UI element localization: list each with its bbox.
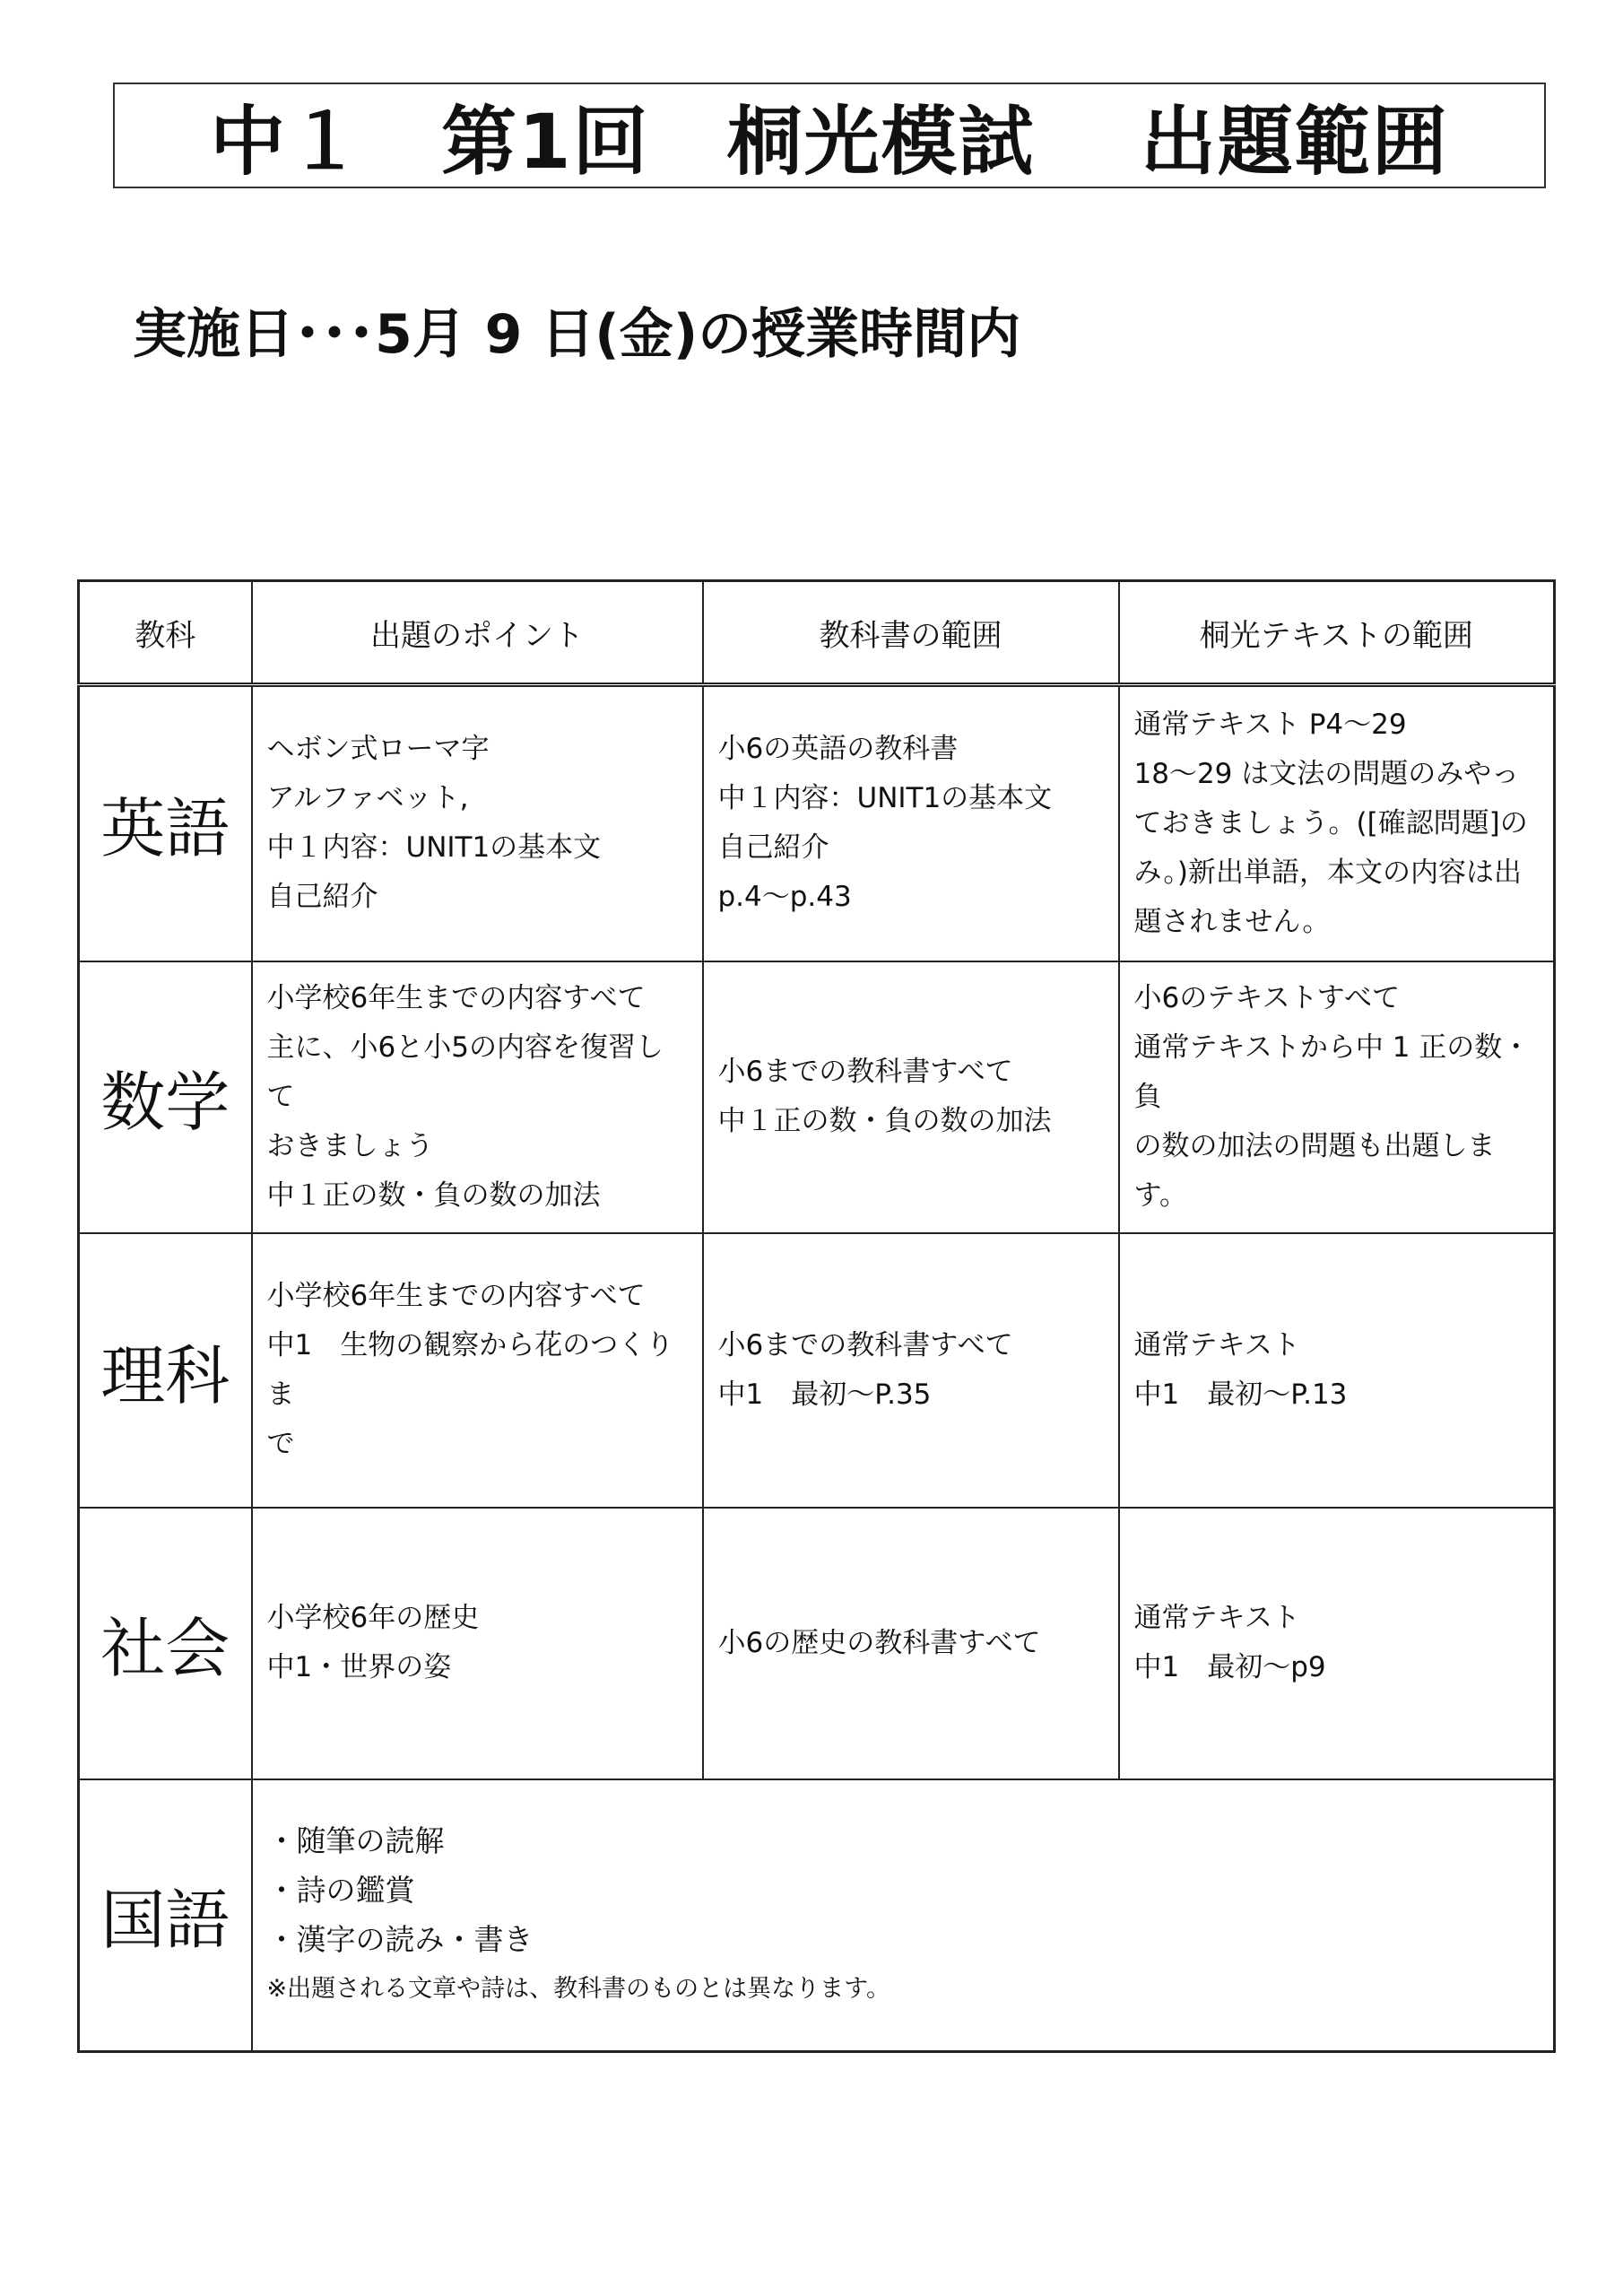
table-row-math <box>79 961 1555 1233</box>
subject-english: 英語 <box>79 685 252 961</box>
toko-text-line: 中1 最初～P.13 <box>1133 1378 1348 1411</box>
english-points <box>252 685 703 961</box>
science-points <box>252 1233 703 1508</box>
header-toko-text-range: 桐光テキストの範囲 <box>1119 581 1555 685</box>
table-header-row <box>79 581 1555 685</box>
social-textbook-range <box>703 1508 1119 1779</box>
header-subject: 教科 <box>79 581 252 685</box>
exam-range-table <box>77 579 1556 2053</box>
toko-text-line: 18～29 は文法の問題のみやっ <box>1133 757 1520 790</box>
science-textbook-range <box>703 1233 1119 1508</box>
textbook-line: 小6の歴史の教科書すべて <box>717 1626 1041 1659</box>
point-line: ヘボン式ローマ字 <box>266 733 490 766</box>
table-row-science <box>79 1233 1555 1508</box>
japanese-points <box>252 1779 1555 2052</box>
point-line: 小学校6年の歴史 <box>266 1602 480 1634</box>
point-line: 中１正の数・負の数の加法 <box>266 1178 601 1212</box>
header-textbook-range: 教科書の範囲 <box>703 581 1119 685</box>
table-row-japanese <box>79 1779 1555 2052</box>
toko-text-line: 題されません。 <box>1133 905 1331 938</box>
table-row-english <box>79 685 1555 961</box>
math-textbook-range <box>703 961 1119 1233</box>
point-line: 中1 生物の観察から花のつくりま <box>266 1328 674 1411</box>
subject-science: 理科 <box>79 1233 252 1508</box>
toko-text-line: の数の加法の問題も出題します。 <box>1133 1129 1496 1212</box>
point-line: 主に、小6と小5の内容を復習して <box>266 1031 664 1113</box>
english-toko-text-range <box>1119 685 1555 961</box>
point-line: 中１内容：UNIT1の基本文 <box>266 831 602 865</box>
toko-text-line: み。)新出単語，本文の内容は出 <box>1133 856 1522 889</box>
title-box <box>113 83 1546 188</box>
social-toko-text-range <box>1119 1508 1555 1779</box>
table-row-social <box>79 1508 1555 1779</box>
japanese-note: ※出題される文章や詩は、教科書のものとは異なります。 <box>266 1975 890 2004</box>
toko-text-line: 通常テキスト <box>1133 1328 1300 1361</box>
math-toko-text-range <box>1119 961 1555 1233</box>
toko-text-line: 通常テキスト <box>1133 1602 1300 1634</box>
textbook-line: 中１正の数・負の数の加法 <box>717 1105 1052 1137</box>
toko-text-line: 小6のテキストすべて <box>1133 981 1401 1014</box>
point-line: で <box>266 1427 295 1460</box>
toko-text-line: 中1 最初～p9 <box>1133 1651 1326 1683</box>
english-textbook-range <box>703 685 1119 961</box>
point-line: 小学校6年生までの内容すべて <box>266 981 646 1014</box>
point-line: ・漢字の読み・書き <box>266 1922 534 1958</box>
science-toko-text-range <box>1119 1233 1555 1508</box>
textbook-line: 小6の英語の教科書 <box>717 733 959 766</box>
toko-text-line: 通常テキストから中 1 正の数・負 <box>1133 1031 1531 1113</box>
point-line: 自己紹介 <box>266 881 378 914</box>
point-line: ・詩の鑑賞 <box>266 1873 415 1909</box>
subject-social: 社会 <box>79 1508 252 1779</box>
toko-text-line: 通常テキスト P4～29 <box>1133 708 1407 741</box>
exam-date: 実施日･･･5月 9 日(金)の授業時間内 <box>133 303 1021 366</box>
social-points <box>252 1508 703 1779</box>
toko-text-line: ておきましょう。([確認問題]の <box>1133 806 1528 839</box>
textbook-line: p.4～p.43 <box>717 881 852 914</box>
textbook-line: 小6までの教科書すべて <box>717 1056 1013 1088</box>
point-line: おきましょう <box>266 1129 434 1162</box>
subject-japanese: 国語 <box>79 1779 252 2052</box>
point-line: ・随筆の読解 <box>266 1823 445 1859</box>
page-title: 中１ 第1回 桐光模試 出題範囲 <box>210 97 1449 186</box>
textbook-line: 中1 最初～P.35 <box>717 1378 932 1411</box>
textbook-line: 中１内容：UNIT1の基本文 <box>717 782 1053 815</box>
textbook-line: 自己紹介 <box>717 831 829 865</box>
math-points <box>252 961 703 1233</box>
header-points: 出題のポイント <box>252 581 703 685</box>
textbook-line: 小6までの教科書すべて <box>717 1328 1013 1361</box>
point-line: 中1・世界の姿 <box>266 1651 452 1683</box>
point-line: 小学校6年生までの内容すべて <box>266 1279 646 1312</box>
subject-math: 数学 <box>79 961 252 1233</box>
point-line: アルファベット, <box>266 782 469 815</box>
